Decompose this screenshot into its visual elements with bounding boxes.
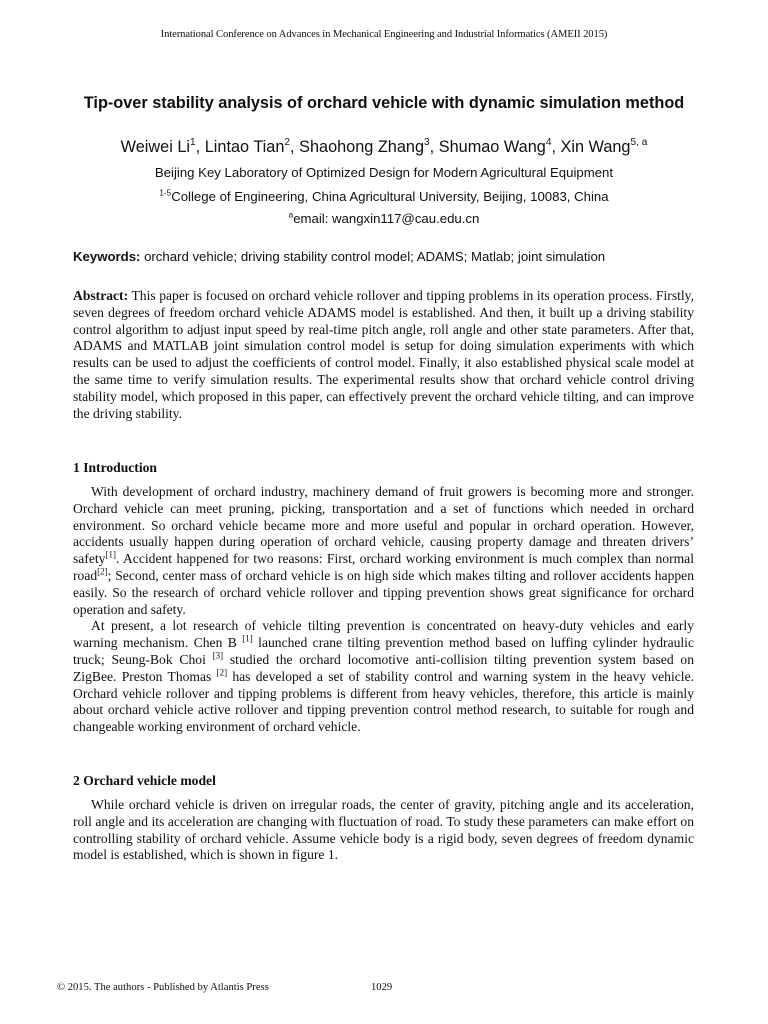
text-run: At present, a lot research of vehicle tilting prevention is concentrated on heavy-duty vehicles and early warning mechanism. Chen B bbox=[73, 618, 694, 651]
author-name: Shaohong Zhang bbox=[299, 138, 425, 156]
affiliation-email bbox=[0, 211, 768, 227]
model-body bbox=[73, 797, 694, 864]
affiliation-college-text: College of Engineering, China Agricultural University, Beijing, 10083, China bbox=[171, 189, 609, 204]
citation-ref: [1] bbox=[105, 549, 116, 560]
abstract bbox=[73, 288, 694, 422]
author-name: Shumao Wang bbox=[438, 138, 546, 156]
author-name: Xin Wang bbox=[560, 138, 631, 156]
author-sup: 1 bbox=[190, 136, 196, 148]
introduction-body bbox=[73, 484, 694, 736]
author-sup: 4 bbox=[545, 136, 552, 148]
text-run: has developed a set of stability control and warning system in the heavy vehicle. Orchard vehicle rollover and tipping problems is different from heavy vehicles, therefore, this article is mainly about orchard vehicle active rollover and tipping prevention control method research, to suitable for rough and changeable working environment of orchard vehicle. bbox=[73, 668, 694, 735]
author-name: Lintao Tian bbox=[204, 138, 285, 156]
text-run: launched crane tilting prevention method based on luffing cylinder hydraulic truck; Seung-Bok Choi bbox=[73, 635, 694, 667]
abstract-text: This paper is focused on orchard vehicle rollover and tipping problems in its operation process. Firstly, seven degrees of freedom orchard vehicle ADAMS model is established. And then, it built up a driving stability control algorithm to adjust input speed by real-time pitch angle, roll angle and other state parameters. After that, ADAMS and MATLAB joint simulation control model is setup for doing simulation experiments with which results can be used to adjust the coefficients of control model. Finally, it also established physical scale model at the same time to verify simulation results. The experimental results show that orchard vehicle control driving stability model, which proposed in this paper, can effectively prevent the orchard vehicle tilting, and can improve the driving stability. bbox=[73, 288, 694, 421]
affiliation-sup: 1-5 bbox=[159, 188, 172, 198]
section-heading-model: 2 Orchard vehicle model bbox=[73, 773, 216, 788]
email-sup: a bbox=[288, 210, 294, 220]
section-heading-introduction: 1 Introduction bbox=[73, 460, 157, 475]
keywords-label: Keywords: bbox=[73, 249, 141, 264]
author-sup: 2 bbox=[284, 136, 291, 148]
affiliation-college bbox=[0, 189, 768, 205]
citation-ref: [2] bbox=[97, 566, 108, 577]
introduction-paragraph-2 bbox=[73, 618, 694, 736]
author-name: Weiwei Li bbox=[120, 138, 191, 156]
model-paragraph-1: While orchard vehicle is driven on irregular roads, the center of gravity, pitching angle and its acceleration, roll angle and its acceleration are changing with fluctuation of road. To study these parameters can make effort on controlling stability of orchard vehicle. Assume vehicle body is a rigid body, seven degrees of freedom dynamic model is established, which is shown in figure 1. bbox=[73, 797, 694, 863]
paper-title: Tip-over stability analysis of orchard vehicle with dynamic simulation method bbox=[83, 94, 685, 112]
author-list: Weiwei Li$^1$, Lintao Tian$^2$, Shaohong Zhang$^3$, Shumao Wang$^4$, Xin Wang$^{5, a}$ bbox=[120, 136, 648, 156]
email-text: email: wangxin117@cau.edu.cn bbox=[293, 211, 480, 226]
author-sup: 5, a bbox=[630, 136, 648, 148]
footer-page-number: 1029 bbox=[371, 982, 393, 993]
affiliation-lab: Beijing Key Laboratory of Optimized Design for Modern Agricultural Equipment bbox=[154, 165, 614, 180]
keywords bbox=[73, 249, 697, 265]
citation-ref: [3] bbox=[212, 650, 224, 661]
citation-ref: [2] bbox=[216, 667, 228, 678]
conference-header: International Conference on Advances in Mechanical Engineering and Industrial Informatics (AMEII 2015) bbox=[160, 29, 608, 40]
text-run: . Accident happened for two reasons: First, orchard working environment is much complex than normal road bbox=[73, 551, 694, 583]
text-run: studied the orchard locomotive anti-collision tilting prevention system based on ZigBee. Preston Thomas bbox=[73, 651, 695, 684]
introduction-paragraph-1 bbox=[73, 484, 694, 618]
citation-ref: [1] bbox=[242, 633, 253, 644]
keywords-text: orchard vehicle; driving stability control model; ADAMS; Matlab; joint simulation bbox=[140, 249, 606, 264]
abstract-label: Abstract: bbox=[73, 288, 129, 303]
text-run: With development of orchard industry, machinery demand of fruit growers is becoming more and stronger. Orchard vehicle can meet pruning, picking, transportation and a set of functions which needed in orchard environment. So orchard vehicle became more and more useful and popular in orchard operation. However, accidents usually happen during operation of orchard vehicle, causing property damage and threaten drivers’ safety bbox=[73, 484, 694, 567]
footer-copyright: © 2015. The authors - Published by Atlantis Press bbox=[57, 982, 269, 993]
text-run: ; Second, center mass of orchard vehicle is on high side which makes tilting and rollover accidents happen easily. So the research of orchard vehicle rollover and tipping prevention shows great significance for orchard operation and safety. bbox=[73, 567, 694, 617]
author-sup: 3 bbox=[424, 136, 430, 148]
